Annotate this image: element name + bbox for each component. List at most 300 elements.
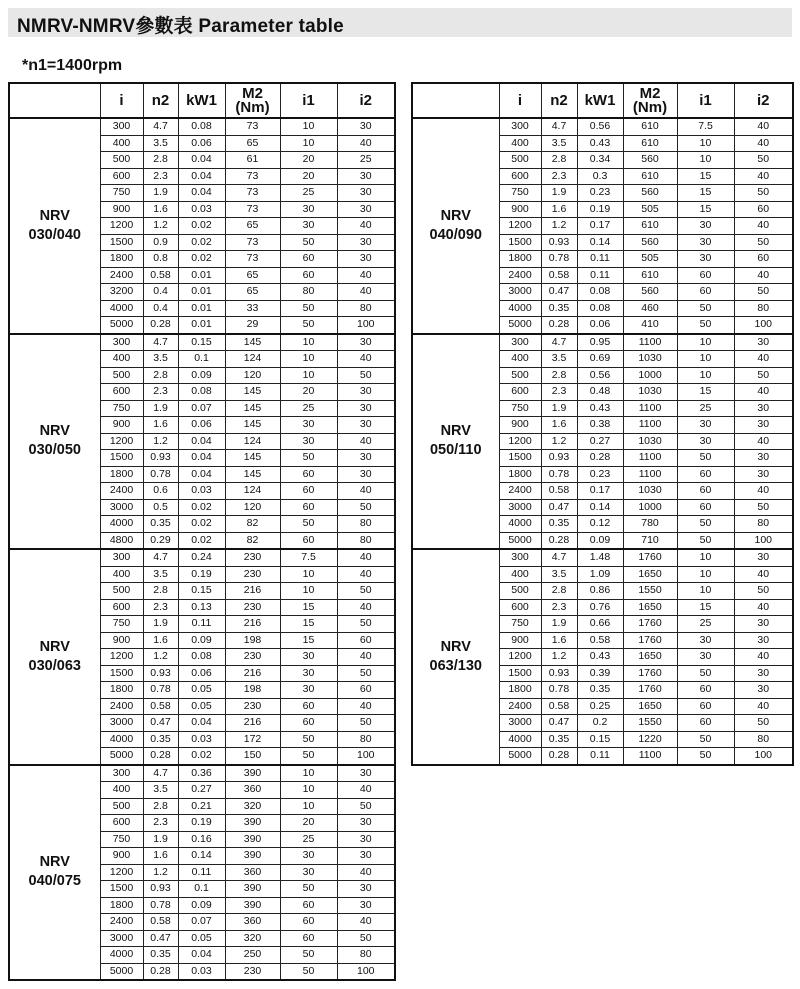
cell-i2: 50 [337,367,395,384]
cell-i: 1200 [499,433,541,450]
cell-kw1: 0.08 [178,384,225,401]
cell-i1: 15 [677,201,734,218]
cell-i1: 10 [280,583,337,600]
cell-m2: 1100 [623,417,677,434]
cell-i: 750 [100,616,143,633]
cell-m2: 73 [225,234,280,251]
cell-kw1: 0.09 [577,532,623,549]
cell-m2: 1100 [623,450,677,467]
cell-n2: 4.7 [143,765,178,782]
cell-m2: 360 [225,782,280,799]
cell-i2: 80 [734,516,793,533]
cell-m2: 1650 [623,566,677,583]
cell-i1: 10 [677,351,734,368]
cell-n2: 0.28 [143,963,178,980]
cell-i1: 30 [280,417,337,434]
cell-i2: 50 [337,583,395,600]
cell-m2: 320 [225,798,280,815]
cell-i1: 60 [677,698,734,715]
cell-n2: 3.5 [541,135,577,152]
model-series: NRV [39,638,70,655]
cell-i1: 10 [677,566,734,583]
cell-i: 400 [100,782,143,799]
cell-i: 750 [499,185,541,202]
cell-m2: 61 [225,152,280,169]
cell-kw1: 0.09 [178,632,225,649]
cell-i1: 20 [280,168,337,185]
table-row [412,549,793,566]
cell-i2: 30 [734,665,793,682]
cell-kw1: 0.69 [577,351,623,368]
cell-i: 600 [499,384,541,401]
model-size: 050/110 [429,442,482,459]
cell-i2: 40 [337,698,395,715]
cell-i2: 30 [734,450,793,467]
header-n2: n2 [143,83,178,118]
cell-n2: 1.6 [143,201,178,218]
cell-kw1: 0.14 [577,234,623,251]
cell-kw1: 0.05 [178,682,225,699]
cell-kw1: 0.04 [178,152,225,169]
cell-i1: 10 [280,118,337,135]
cell-kw1: 0.08 [577,300,623,317]
cell-i1: 30 [280,665,337,682]
cell-m2: 1030 [623,384,677,401]
cell-i1: 10 [280,351,337,368]
cell-i2: 50 [734,715,793,732]
cell-i2: 40 [734,433,793,450]
cell-i: 1800 [499,466,541,483]
model-series: NRV [440,207,471,224]
cell-i2: 30 [337,185,395,202]
cell-i: 2400 [499,483,541,500]
cell-i: 3000 [499,284,541,301]
cell-i1: 25 [677,616,734,633]
cell-n2: 4.7 [541,118,577,135]
cell-i: 600 [100,384,143,401]
cell-i2: 40 [734,599,793,616]
cell-m2: 390 [225,765,280,782]
cell-i: 1800 [499,682,541,699]
cell-n2: 3.5 [541,351,577,368]
cell-n2: 0.28 [541,532,577,549]
cell-n2: 1.9 [541,616,577,633]
cell-m2: 145 [225,450,280,467]
cell-i2: 40 [734,218,793,235]
cell-n2: 4.7 [143,549,178,566]
cell-kw1: 0.01 [178,300,225,317]
cell-i1: 60 [280,897,337,914]
cell-i1: 50 [280,748,337,765]
cell-i: 2400 [100,267,143,284]
cell-m2: 65 [225,135,280,152]
cell-i: 1800 [499,251,541,268]
cell-kw1: 0.25 [577,698,623,715]
cell-i: 750 [100,831,143,848]
cell-i1: 10 [280,135,337,152]
cell-kw1: 0.58 [577,632,623,649]
cell-i: 600 [100,168,143,185]
cell-n2: 3.5 [143,351,178,368]
cell-m2: 29 [225,317,280,334]
parameter-table-right [411,82,794,766]
cell-m2: 610 [623,135,677,152]
model-size: 063/130 [429,657,482,674]
cell-i: 2400 [100,914,143,931]
cell-m2: 124 [225,483,280,500]
cell-kw1: 0.04 [178,433,225,450]
model-size: 030/063 [28,657,81,674]
cell-i2: 40 [734,384,793,401]
cell-i: 750 [100,400,143,417]
cell-i1: 60 [280,930,337,947]
cell-n2: 2.8 [143,798,178,815]
cell-n2: 0.5 [143,499,178,516]
cell-i2: 80 [337,532,395,549]
cell-m2: 710 [623,532,677,549]
cell-i: 900 [100,417,143,434]
model-series: NRV [39,423,70,440]
model-size: 040/090 [429,226,482,243]
cell-i: 1500 [499,665,541,682]
cell-i1: 30 [280,682,337,699]
cell-m2: 1100 [623,466,677,483]
cell-kw1: 0.07 [178,914,225,931]
cell-n2: 0.35 [541,516,577,533]
cell-i2: 40 [337,483,395,500]
cell-i1: 60 [677,499,734,516]
cell-i: 400 [499,351,541,368]
cell-i2: 40 [734,566,793,583]
cell-i1: 60 [677,715,734,732]
cell-kw1: 0.27 [577,433,623,450]
cell-kw1: 0.86 [577,583,623,600]
cell-m2: 1100 [623,334,677,351]
cell-i2: 40 [337,914,395,931]
cell-m2: 82 [225,516,280,533]
cell-m2: 65 [225,267,280,284]
cell-i: 1500 [100,450,143,467]
cell-kw1: 0.04 [178,466,225,483]
cell-n2: 2.8 [541,152,577,169]
cell-m2: 73 [225,201,280,218]
cell-i2: 100 [337,963,395,980]
cell-i2: 60 [337,682,395,699]
cell-i1: 30 [677,251,734,268]
cell-m2: 82 [225,532,280,549]
cell-i1: 30 [677,234,734,251]
cell-i1: 30 [280,848,337,865]
model-series: NRV [440,638,471,655]
cell-i: 3000 [499,499,541,516]
cell-i1: 60 [280,715,337,732]
cell-m2: 560 [623,234,677,251]
cell-kw1: 0.23 [577,185,623,202]
cell-i1: 60 [677,682,734,699]
cell-i2: 30 [337,450,395,467]
cell-i2: 50 [337,616,395,633]
cell-m2: 216 [225,583,280,600]
cell-n2: 1.2 [541,433,577,450]
cell-n2: 0.35 [143,731,178,748]
cell-i: 4800 [100,532,143,549]
cell-m2: 1650 [623,649,677,666]
cell-i: 600 [100,599,143,616]
cell-kw1: 0.36 [178,765,225,782]
cell-i2: 30 [734,632,793,649]
cell-i: 400 [499,566,541,583]
cell-kw1: 0.11 [577,251,623,268]
cell-i1: 60 [280,251,337,268]
cell-i1: 15 [280,616,337,633]
cell-i: 1500 [100,234,143,251]
cell-i1: 50 [280,947,337,964]
cell-i1: 50 [677,748,734,765]
cell-i2: 100 [734,532,793,549]
table-row [412,118,793,135]
cell-n2: 0.78 [541,682,577,699]
cell-n2: 4.7 [143,334,178,351]
cell-i2: 50 [734,185,793,202]
model-size: 030/040 [28,226,81,243]
cell-m2: 410 [623,317,677,334]
cell-i1: 30 [280,218,337,235]
cell-n2: 2.3 [143,815,178,832]
cell-i2: 30 [337,466,395,483]
cell-i2: 50 [734,284,793,301]
cell-n2: 1.9 [541,400,577,417]
cell-kw1: 0.01 [178,284,225,301]
cell-i: 1800 [100,466,143,483]
header-i2: i2 [337,83,395,118]
cell-n2: 0.93 [541,450,577,467]
cell-i1: 50 [677,516,734,533]
cell-n2: 1.6 [541,632,577,649]
cell-i: 600 [100,815,143,832]
cell-kw1: 0.04 [178,715,225,732]
cell-i2: 40 [734,135,793,152]
cell-i2: 60 [734,201,793,218]
header-m2 [225,83,280,118]
cell-m2: 610 [623,218,677,235]
cell-i1: 30 [280,201,337,218]
cell-n2: 0.93 [143,450,178,467]
cell-i2: 40 [734,168,793,185]
cell-n2: 2.8 [143,583,178,600]
cell-kw1: 0.39 [577,665,623,682]
cell-m2: 198 [225,632,280,649]
cell-i2: 40 [337,864,395,881]
cell-m2: 250 [225,947,280,964]
cell-i: 5000 [499,317,541,334]
header-n2: n2 [541,83,577,118]
cell-i1: 50 [677,450,734,467]
table-row [9,334,395,351]
cell-m2: 216 [225,715,280,732]
cell-i: 400 [100,135,143,152]
cell-i2: 30 [337,848,395,865]
cell-i1: 20 [280,384,337,401]
cell-i1: 7.5 [677,118,734,135]
cell-i2: 100 [734,748,793,765]
cell-i1: 50 [280,317,337,334]
cell-i: 1800 [100,897,143,914]
cell-i2: 30 [337,384,395,401]
table-body-right [412,118,793,765]
cell-m2: 230 [225,549,280,566]
cell-m2: 390 [225,815,280,832]
cell-n2: 3.5 [143,566,178,583]
cell-kw1: 0.04 [178,450,225,467]
cell-i: 5000 [100,317,143,334]
cell-i1: 30 [280,864,337,881]
cell-i1: 60 [677,284,734,301]
cell-i2: 30 [337,765,395,782]
page-title: NMRV-NMRV參數表 Parameter table [17,16,344,37]
cell-m2: 560 [623,152,677,169]
cell-i2: 30 [337,815,395,832]
cell-n2: 0.35 [143,516,178,533]
cell-i: 500 [499,152,541,169]
cell-m2: 145 [225,334,280,351]
cell-kw1: 0.34 [577,152,623,169]
cell-m2: 610 [623,267,677,284]
cell-i1: 20 [280,815,337,832]
cell-m2: 1760 [623,682,677,699]
cell-i: 1200 [100,218,143,235]
cell-i1: 60 [280,698,337,715]
cell-i2: 80 [337,947,395,964]
cell-m2: 560 [623,185,677,202]
cell-n2: 3.5 [541,566,577,583]
cell-kw1: 0.02 [178,234,225,251]
cell-i: 5000 [499,532,541,549]
cell-i2: 40 [734,483,793,500]
cell-n2: 1.6 [143,417,178,434]
cell-kw1: 0.17 [577,218,623,235]
cell-i2: 50 [734,234,793,251]
cell-kw1: 0.66 [577,616,623,633]
cell-n2: 2.8 [143,367,178,384]
table-row [9,549,395,566]
cell-m2: 120 [225,499,280,516]
cell-m2: 230 [225,649,280,666]
cell-i: 1500 [499,450,541,467]
cell-kw1: 1.09 [577,566,623,583]
cell-i1: 50 [280,731,337,748]
cell-i: 900 [100,632,143,649]
cell-i1: 30 [677,218,734,235]
cell-i1: 15 [677,185,734,202]
cell-kw1: 0.11 [178,864,225,881]
cell-n2: 2.8 [541,367,577,384]
cell-n2: 0.47 [541,715,577,732]
cell-i1: 60 [677,483,734,500]
cell-i: 5000 [100,963,143,980]
cell-kw1: 0.03 [178,963,225,980]
cell-kw1: 0.02 [178,251,225,268]
cell-m2: 1760 [623,549,677,566]
cell-i2: 40 [337,433,395,450]
cell-i1: 10 [280,782,337,799]
model-cell [412,334,499,550]
cell-i2: 60 [734,251,793,268]
cell-i1: 25 [280,831,337,848]
cell-i1: 60 [280,483,337,500]
model-cell [412,549,499,765]
cell-kw1: 0.56 [577,367,623,384]
cell-m2: 360 [225,914,280,931]
header-m2-label: M2 [639,84,661,102]
cell-m2: 73 [225,251,280,268]
model-cell [9,549,100,765]
cell-n2: 0.9 [143,234,178,251]
cell-i1: 15 [280,599,337,616]
cell-kw1: 0.06 [178,665,225,682]
cell-i: 1200 [100,864,143,881]
cell-kw1: 0.19 [577,201,623,218]
cell-i: 300 [100,549,143,566]
cell-i: 1500 [499,234,541,251]
cell-m2: 230 [225,698,280,715]
cell-i1: 10 [280,334,337,351]
cell-m2: 145 [225,466,280,483]
cell-i2: 40 [337,649,395,666]
cell-kw1: 0.24 [178,549,225,566]
cell-kw1: 0.27 [178,782,225,799]
cell-m2: 360 [225,864,280,881]
cell-kw1: 0.06 [577,317,623,334]
cell-m2: 65 [225,218,280,235]
cell-i: 500 [499,367,541,384]
model-series: NRV [39,854,70,871]
cell-i1: 50 [280,300,337,317]
cell-m2: 73 [225,185,280,202]
cell-m2: 1030 [623,351,677,368]
cell-n2: 0.93 [541,665,577,682]
cell-n2: 0.78 [541,466,577,483]
cell-n2: 0.78 [143,466,178,483]
cell-n2: 0.58 [541,698,577,715]
cell-n2: 2.3 [143,384,178,401]
header-i1: i1 [280,83,337,118]
cell-kw1: 0.1 [178,351,225,368]
cell-i2: 40 [734,267,793,284]
table-row [9,765,395,782]
model-size: 040/075 [28,873,81,890]
cell-n2: 1.9 [143,185,178,202]
cell-n2: 0.4 [143,300,178,317]
cell-kw1: 0.02 [178,748,225,765]
cell-m2: 1550 [623,583,677,600]
cell-n2: 0.93 [143,665,178,682]
cell-i1: 30 [280,433,337,450]
cell-kw1: 0.23 [577,466,623,483]
input-speed-note: *n1=1400rpm [22,57,123,74]
cell-m2: 65 [225,284,280,301]
cell-i: 900 [100,848,143,865]
cell-i1: 30 [677,632,734,649]
header-i1: i1 [677,83,734,118]
cell-i: 400 [100,566,143,583]
cell-m2: 1650 [623,599,677,616]
cell-n2: 1.6 [541,201,577,218]
cell-m2: 1760 [623,632,677,649]
cell-m2: 505 [623,251,677,268]
cell-m2: 230 [225,599,280,616]
cell-n2: 0.35 [541,300,577,317]
cell-i2: 30 [734,616,793,633]
